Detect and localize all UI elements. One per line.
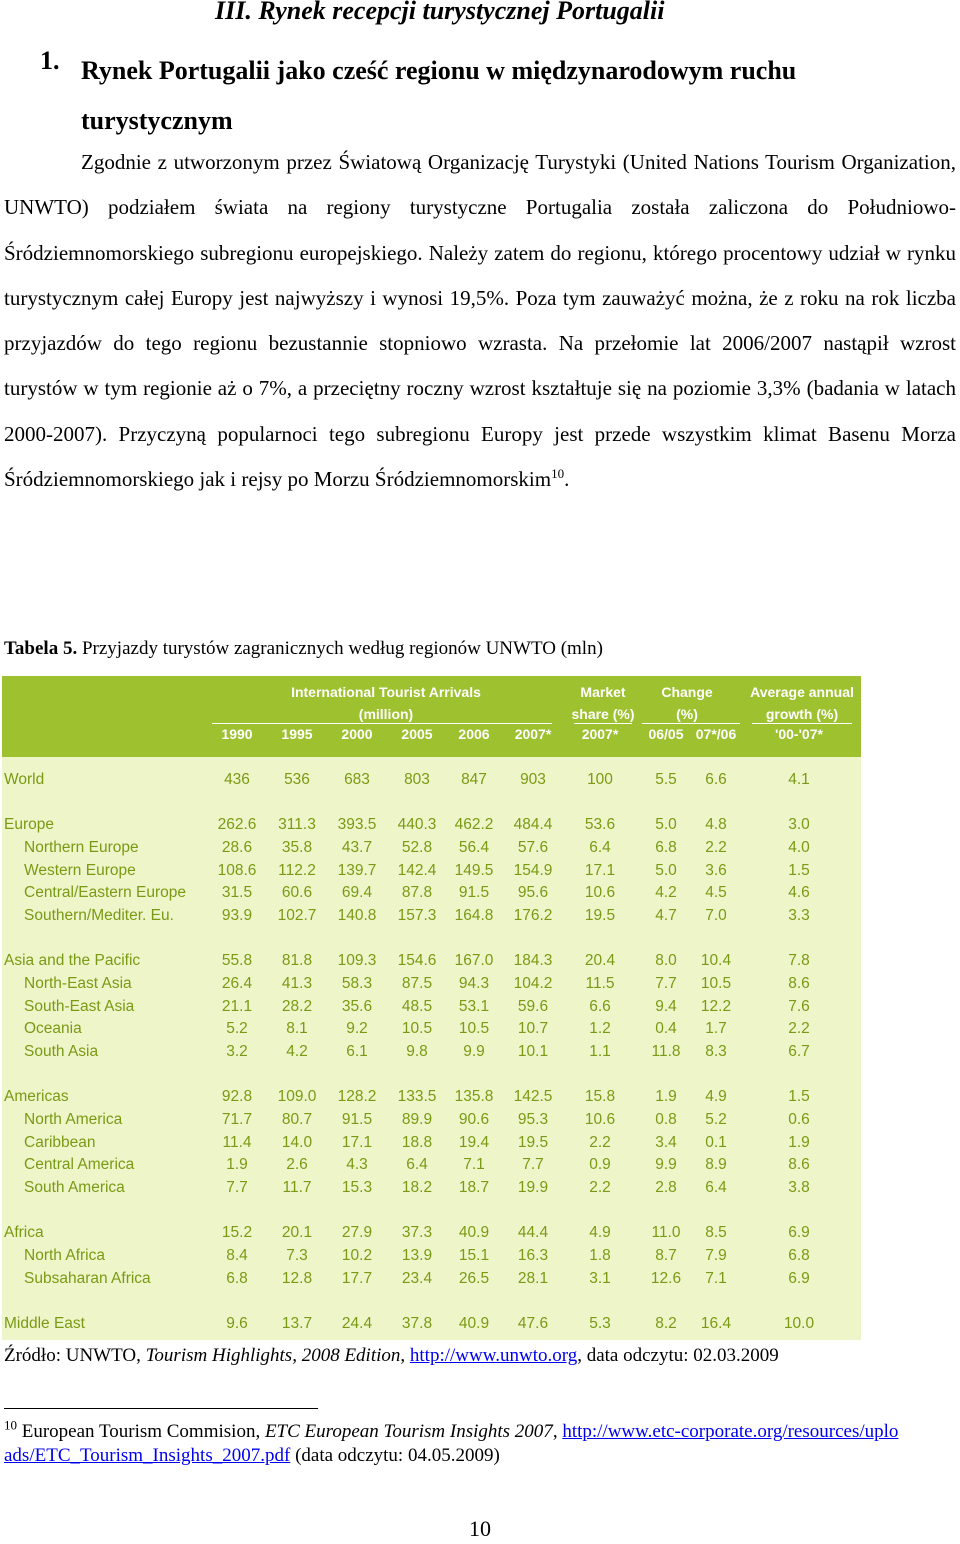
table-cell: 4.9 [705, 1088, 727, 1105]
table-cell: 142.4 [397, 862, 437, 879]
header-growth-line2: growth (%) [765, 706, 839, 722]
footnote-divider [4, 1408, 318, 1409]
arrivals-table [2, 676, 861, 1340]
table-cell: 12.8 [281, 1270, 313, 1287]
table-cell: 6.6 [705, 771, 727, 788]
table-cell: 11.7 [282, 1179, 312, 1196]
column-header-7: 06/05 [648, 726, 684, 742]
table-cell: 12.2 [700, 998, 732, 1015]
table-cell: 17.1 [341, 1134, 373, 1151]
section-number: 1. [40, 46, 60, 75]
table-cell: 59.6 [517, 998, 549, 1015]
table-cell: 8.7 [655, 1247, 677, 1264]
table-cell: 8.6 [788, 1156, 810, 1173]
table-cell: 262.6 [217, 816, 257, 833]
table-cell: 0.4 [655, 1020, 677, 1037]
row-label: Europe [4, 816, 54, 833]
table-row [2, 1270, 861, 1292]
row-label: South America [24, 1179, 125, 1196]
row-label: Southern/Mediter. Eu. [24, 907, 174, 924]
table-cell: 440.3 [397, 816, 437, 833]
table-cell: 4.5 [705, 884, 727, 901]
source-sep: , [400, 1345, 410, 1366]
row-label: Americas [4, 1088, 69, 1105]
table-row [2, 1179, 861, 1201]
table-cell: 3.0 [788, 816, 810, 833]
table-cell: 1.5 [788, 862, 810, 879]
table-row [2, 839, 861, 861]
table-cell: 12.6 [650, 1270, 682, 1287]
source-title: Tourism Highlights, 2008 Edition [145, 1345, 401, 1366]
paragraph-text: Zgodnie z utworzonym przez Światową Organizację Turystyki (United Nations Tourism Organization, UNWTO) podziałem świata na regiony turystyczne Portugalia została zaliczona do Południowo-Śródziemnomorskiego subregionu europejskiego. Należy zatem do regionu, którego procentowy udział w rynku turystycznym całej Europy jest najwyższy i wynosi 19,5%. Poza tym zauważyć można, że z roku na rok liczba przyjazdów do tego regionu bezustannie stopniowo wzrasta. Na przełomie lat 2006/2007 nastąpił wzrost turystów w tym regionie aż o 7%, a przeciętny roczny wzrost kształtuje się na poziomie 3,3% (badania w latach 2000-2007). Przyczyną popularnoci tego subregionu Europy jest przede wszystkim klimat Basenu Morza Śródziemnomorskiego jak i rejsy po Morzu Śródziemnomorskim [4, 150, 956, 492]
table-cell: 142.5 [513, 1088, 553, 1105]
table-cell: 10.0 [783, 1315, 815, 1332]
table-cell: 4.7 [655, 907, 677, 924]
table-cell: 48.5 [401, 998, 433, 1015]
table-cell: 71.7 [221, 1111, 253, 1128]
table-cell: 18.7 [458, 1179, 490, 1196]
table-cell: 47.6 [517, 1315, 549, 1332]
row-label: Central/Eastern Europe [24, 884, 186, 901]
table-cell: 9.2 [346, 1020, 368, 1037]
table-cell: 81.8 [281, 952, 313, 969]
table-cell: 10.1 [517, 1043, 549, 1060]
table-cell: 41.3 [281, 975, 313, 992]
table-cell: 2.6 [286, 1156, 308, 1173]
table-cell: 28.2 [281, 998, 313, 1015]
table-cell: 15.1 [458, 1247, 490, 1264]
table-cell: 109.3 [337, 952, 377, 969]
table-cell: 90.6 [458, 1111, 490, 1128]
table-row [2, 1247, 861, 1269]
table-cell: 3.1 [589, 1270, 611, 1287]
header-share-line1: Market [580, 684, 626, 700]
table-cell: 10.4 [700, 952, 732, 969]
table-cell: 28.1 [517, 1270, 549, 1287]
table-cell: 7.7 [226, 1179, 248, 1196]
table-cell: 10.5 [700, 975, 732, 992]
table-row [2, 1134, 861, 1156]
table-cell: 436 [224, 771, 250, 788]
table-cell: 18.2 [401, 1179, 433, 1196]
table-cell: 69.4 [341, 884, 373, 901]
table-cell: 109.0 [277, 1088, 317, 1105]
section-title: Rynek Portugalii jako cześć regionu w międzynarodowym ruchu turystycznym [81, 56, 797, 135]
table-cell: 154.6 [397, 952, 437, 969]
table-cell: 13.7 [281, 1315, 313, 1332]
table-cell: 23.4 [401, 1270, 433, 1287]
header-share [568, 681, 638, 725]
table-cell: 40.9 [458, 1224, 490, 1241]
table-cell: 19.9 [517, 1179, 549, 1196]
table-cell: 7.8 [788, 952, 810, 969]
table-cell: 7.1 [463, 1156, 485, 1173]
table-cell: 683 [344, 771, 370, 788]
table-cell: 5.2 [226, 1020, 248, 1037]
table-cell: 5.0 [655, 862, 677, 879]
table-cell: 53.1 [458, 998, 490, 1015]
body-paragraph [4, 140, 956, 502]
row-label: South-East Asia [24, 998, 135, 1015]
table-cell: 149.5 [454, 862, 494, 879]
table-cell: 154.9 [513, 862, 553, 879]
table-cell: 9.8 [406, 1043, 428, 1060]
footnote-reference[interactable]: 10 [551, 466, 565, 482]
table-cell: 9.9 [655, 1156, 677, 1173]
footnote-title: ETC European Tourism Insights 2007 [264, 1421, 553, 1442]
source-suffix: , data odczytu: 02.03.2009 [577, 1345, 779, 1366]
table-cell: 18.8 [401, 1134, 433, 1151]
table-cell: 4.2 [286, 1043, 308, 1060]
table-cell: 167.0 [454, 952, 494, 969]
header-change-line2: (%) [676, 706, 698, 722]
table-cell: 37.3 [401, 1224, 433, 1241]
table-row [2, 907, 861, 929]
header-change [652, 681, 722, 725]
table-cell: 16.3 [517, 1247, 549, 1264]
header-change-line1: Change [661, 684, 713, 700]
row-label: Subsaharan Africa [24, 1270, 151, 1287]
table-cell: 0.8 [655, 1111, 677, 1128]
table-cell: 8.1 [286, 1020, 308, 1037]
table-cell: 16.4 [700, 1315, 732, 1332]
table-caption-text: Przyjazdy turystów zagranicznych według regionów UNWTO (mln) [77, 638, 603, 659]
table-cell: 87.8 [401, 884, 433, 901]
table-cell: 10.6 [584, 884, 616, 901]
header-growth-line1: Average annual [750, 684, 854, 700]
table-cell: 2.2 [589, 1179, 611, 1196]
table-cell: 6.9 [788, 1270, 810, 1287]
table-cell: 102.7 [277, 907, 317, 924]
table-cell: 536 [284, 771, 310, 788]
table-cell: 164.8 [454, 907, 494, 924]
table-cell: 92.8 [221, 1088, 253, 1105]
table-cell: 903 [520, 771, 546, 788]
table-cell: 8.5 [705, 1224, 727, 1241]
table-cell: 6.8 [788, 1247, 810, 1264]
table-cell: 35.6 [341, 998, 373, 1015]
table-cell: 135.8 [454, 1088, 494, 1105]
table-cell: 35.8 [281, 839, 313, 856]
table-cell: 1.8 [589, 1247, 611, 1264]
table-cell: 4.6 [788, 884, 810, 901]
table-cell: 57.6 [517, 839, 549, 856]
table-cell: 95.6 [517, 884, 549, 901]
table-cell: 6.4 [406, 1156, 428, 1173]
table-cell: 128.2 [337, 1088, 377, 1105]
table-cell: 20.1 [281, 1224, 313, 1241]
table-cell: 8.6 [788, 975, 810, 992]
column-header-0: 1990 [221, 726, 253, 742]
table-cell: 26.5 [458, 1270, 490, 1287]
table-cell: 100 [587, 771, 613, 788]
table-row [2, 1111, 861, 1133]
table-cell: 15.3 [341, 1179, 373, 1196]
row-label: North-East Asia [24, 975, 132, 992]
row-label: Middle East [4, 1315, 85, 1332]
table-cell: 3.4 [655, 1134, 677, 1151]
table-cell: 6.8 [655, 839, 677, 856]
table-cell: 8.9 [705, 1156, 727, 1173]
table-cell: 108.6 [217, 862, 257, 879]
table-cell: 7.3 [286, 1247, 308, 1264]
row-label: North America [24, 1111, 123, 1128]
header-growth-rule [752, 723, 852, 724]
table-cell: 311.3 [278, 816, 316, 833]
header-share-rule [574, 723, 632, 724]
table-cell: 10.5 [458, 1020, 490, 1037]
table-cell: 5.2 [705, 1111, 727, 1128]
table-cell: 10.2 [341, 1247, 373, 1264]
table-cell: 91.5 [341, 1111, 373, 1128]
source-prefix: Źródło: UNWTO, [4, 1345, 146, 1366]
table-cell: 93.9 [221, 907, 253, 924]
table-row [2, 1156, 861, 1178]
table-cell: 462.2 [454, 816, 494, 833]
table-cell: 2.2 [705, 839, 727, 856]
table-cell: 94.3 [458, 975, 490, 992]
row-label: World [4, 771, 45, 788]
table-cell: 6.9 [788, 1224, 810, 1241]
table-cell: 7.7 [522, 1156, 544, 1173]
table-cell: 89.9 [401, 1111, 433, 1128]
column-header-6: 2007* [581, 726, 619, 742]
table-cell: 37.8 [401, 1315, 433, 1332]
table-caption [4, 638, 603, 660]
column-header-3: 2005 [401, 726, 433, 742]
header-change-rule [642, 723, 740, 724]
table-cell: 7.1 [705, 1270, 727, 1287]
table-cell: 7.9 [705, 1247, 727, 1264]
table-cell: 19.5 [517, 1134, 549, 1151]
table-row [2, 862, 861, 884]
row-label: Caribbean [24, 1134, 96, 1151]
table-cell: 52.8 [401, 839, 433, 856]
table-cell: 6.1 [346, 1043, 368, 1060]
header-arrivals [286, 681, 486, 725]
table-cell: 8.2 [655, 1315, 677, 1332]
table-caption-label: Tabela 5. [4, 638, 78, 659]
table-row [2, 816, 861, 838]
table-cell: 4.9 [589, 1224, 611, 1241]
page-number: 10 [469, 1516, 491, 1541]
table-cell: 1.9 [788, 1134, 810, 1151]
table-cell: 28.6 [221, 839, 253, 856]
table-cell: 5.3 [589, 1315, 611, 1332]
row-label: Africa [4, 1224, 44, 1241]
table-cell: 58.3 [341, 975, 373, 992]
table-cell: 6.4 [589, 839, 611, 856]
table-row [2, 1224, 861, 1246]
table-cell: 0.6 [788, 1111, 810, 1128]
table-cell: 11.8 [651, 1043, 681, 1060]
footnote-link[interactable]: http://www.etc-corporate.org/resources/uploads/ETC_Tourism_Insights_2007.pdf [4, 1421, 899, 1466]
table-row [2, 884, 861, 906]
table-cell: 847 [461, 771, 487, 788]
table-cell: 53.6 [584, 816, 616, 833]
table-cell: 17.1 [584, 862, 616, 879]
header-growth [746, 681, 858, 725]
table-cell: 140.8 [337, 907, 377, 924]
footnote [4, 1417, 904, 1468]
table-cell: 19.4 [458, 1134, 490, 1151]
table-cell: 1.1 [589, 1043, 611, 1060]
table-cell: 10.5 [401, 1020, 433, 1037]
footnote-sep: , [552, 1421, 563, 1442]
table-row [2, 1043, 861, 1065]
table-cell: 1.2 [589, 1020, 611, 1037]
table-cell: 2.2 [788, 1020, 810, 1037]
table-cell: 133.5 [397, 1088, 437, 1105]
table-cell: 6.8 [226, 1270, 248, 1287]
table-cell: 14.0 [281, 1134, 313, 1151]
table-cell: 43.7 [341, 839, 373, 856]
table-cell: 10.7 [517, 1020, 549, 1037]
table-cell: 1.9 [655, 1088, 677, 1105]
table-row [2, 975, 861, 997]
header-arrivals-line2: (million) [358, 706, 414, 722]
column-header-8: 07*/06 [695, 726, 737, 742]
table-cell: 4.8 [705, 816, 727, 833]
table-cell: 19.5 [584, 907, 616, 924]
table-cell: 3.8 [788, 1179, 810, 1196]
table-cell: 3.2 [226, 1043, 248, 1060]
table-cell: 8.0 [655, 952, 677, 969]
table-cell: 87.5 [401, 975, 433, 992]
row-label: North Africa [24, 1247, 105, 1264]
row-label: Oceania [24, 1020, 82, 1037]
table-cell: 7.6 [788, 998, 810, 1015]
table-cell: 24.4 [341, 1315, 373, 1332]
table-row [2, 771, 861, 793]
row-label: Northern Europe [24, 839, 139, 856]
header-arrivals-line1: International Tourist Arrivals [291, 684, 481, 700]
table-cell: 1.7 [705, 1020, 727, 1037]
column-header-4: 2006 [458, 726, 490, 742]
row-label: Central America [24, 1156, 135, 1173]
table-cell: 6.6 [589, 998, 611, 1015]
table-cell: 91.5 [458, 884, 490, 901]
row-label: Western Europe [24, 862, 136, 879]
table-cell: 803 [404, 771, 430, 788]
column-header-5: 2007* [514, 726, 552, 742]
table-cell: 2.8 [655, 1179, 677, 1196]
table-cell: 4.0 [788, 839, 810, 856]
column-header-1: 1995 [281, 726, 313, 742]
table-cell: 157.3 [397, 907, 437, 924]
table-cell: 95.3 [517, 1111, 549, 1128]
table-cell: 176.2 [513, 907, 553, 924]
table-row [2, 1088, 861, 1110]
paragraph-end: . [564, 467, 570, 492]
table-cell: 11.0 [651, 1224, 681, 1241]
table-source [4, 1345, 779, 1367]
table-cell: 104.2 [513, 975, 553, 992]
row-label: South Asia [24, 1043, 99, 1060]
table-cell: 5.5 [655, 771, 677, 788]
footnote-number: 10 [4, 1417, 17, 1433]
table-cell: 4.2 [655, 884, 677, 901]
table-cell: 26.4 [221, 975, 253, 992]
table-cell: 139.7 [337, 862, 377, 879]
table-cell: 1.9 [226, 1156, 248, 1173]
table-cell: 9.6 [226, 1315, 248, 1332]
table-header [2, 676, 861, 757]
table-cell: 8.4 [226, 1247, 248, 1264]
table-cell: 40.9 [458, 1315, 490, 1332]
table-cell: 80.7 [281, 1111, 313, 1128]
table-cell: 44.4 [517, 1224, 549, 1241]
table-cell: 112.2 [278, 862, 316, 879]
table-row [2, 1020, 861, 1042]
table-cell: 2.2 [589, 1134, 611, 1151]
source-link[interactable]: http://www.unwto.org [409, 1345, 578, 1366]
table-cell: 0.1 [705, 1134, 727, 1151]
table-cell: 13.9 [401, 1247, 433, 1264]
table-cell: 31.5 [221, 884, 253, 901]
table-cell: 55.8 [221, 952, 253, 969]
table-cell: 21.1 [221, 998, 253, 1015]
row-label: Asia and the Pacific [4, 952, 141, 969]
table-cell: 5.0 [655, 816, 677, 833]
table-cell: 27.9 [341, 1224, 373, 1241]
header-share-line2: share (%) [571, 706, 635, 722]
table-cell: 3.3 [788, 907, 810, 924]
table-cell: 20.4 [584, 952, 616, 969]
table-cell: 17.7 [341, 1270, 373, 1287]
footnote-suffix: (data odczytu: 04.05.2009) [290, 1445, 500, 1466]
table-cell: 7.7 [655, 975, 677, 992]
table-cell: 11.4 [222, 1134, 252, 1151]
table-cell: 484.4 [513, 816, 553, 833]
table-cell: 0.9 [589, 1156, 611, 1173]
table-cell: 4.3 [346, 1156, 368, 1173]
table-cell: 3.6 [705, 862, 727, 879]
table-cell: 6.4 [705, 1179, 727, 1196]
table-row [2, 1315, 861, 1337]
table-cell: 6.7 [788, 1043, 810, 1060]
table-cell: 15.2 [221, 1224, 253, 1241]
table-row [2, 998, 861, 1020]
table-cell: 9.9 [463, 1043, 485, 1060]
table-cell: 393.5 [337, 816, 377, 833]
table-cell: 60.6 [281, 884, 313, 901]
table-row [2, 952, 861, 974]
table-cell: 1.5 [788, 1088, 810, 1105]
column-header-9: '00-'07* [775, 726, 823, 742]
footnote-text: European Tourism Commision, [17, 1421, 265, 1442]
table-cell: 56.4 [458, 839, 490, 856]
table-cell: 184.3 [513, 952, 553, 969]
table-cell: 10.6 [584, 1111, 616, 1128]
table-cell: 15.8 [584, 1088, 616, 1105]
table-cell: 4.1 [788, 771, 810, 788]
table-cell: 9.4 [655, 998, 677, 1015]
table-cell: 7.0 [705, 907, 727, 924]
chapter-heading: III. Rynek recepcji turystycznej Portugalii [215, 0, 665, 25]
column-header-2: 2000 [341, 726, 373, 742]
table-cell: 8.3 [705, 1043, 727, 1060]
header-arrivals-rule [212, 723, 552, 724]
table-cell: 11.5 [585, 975, 615, 992]
